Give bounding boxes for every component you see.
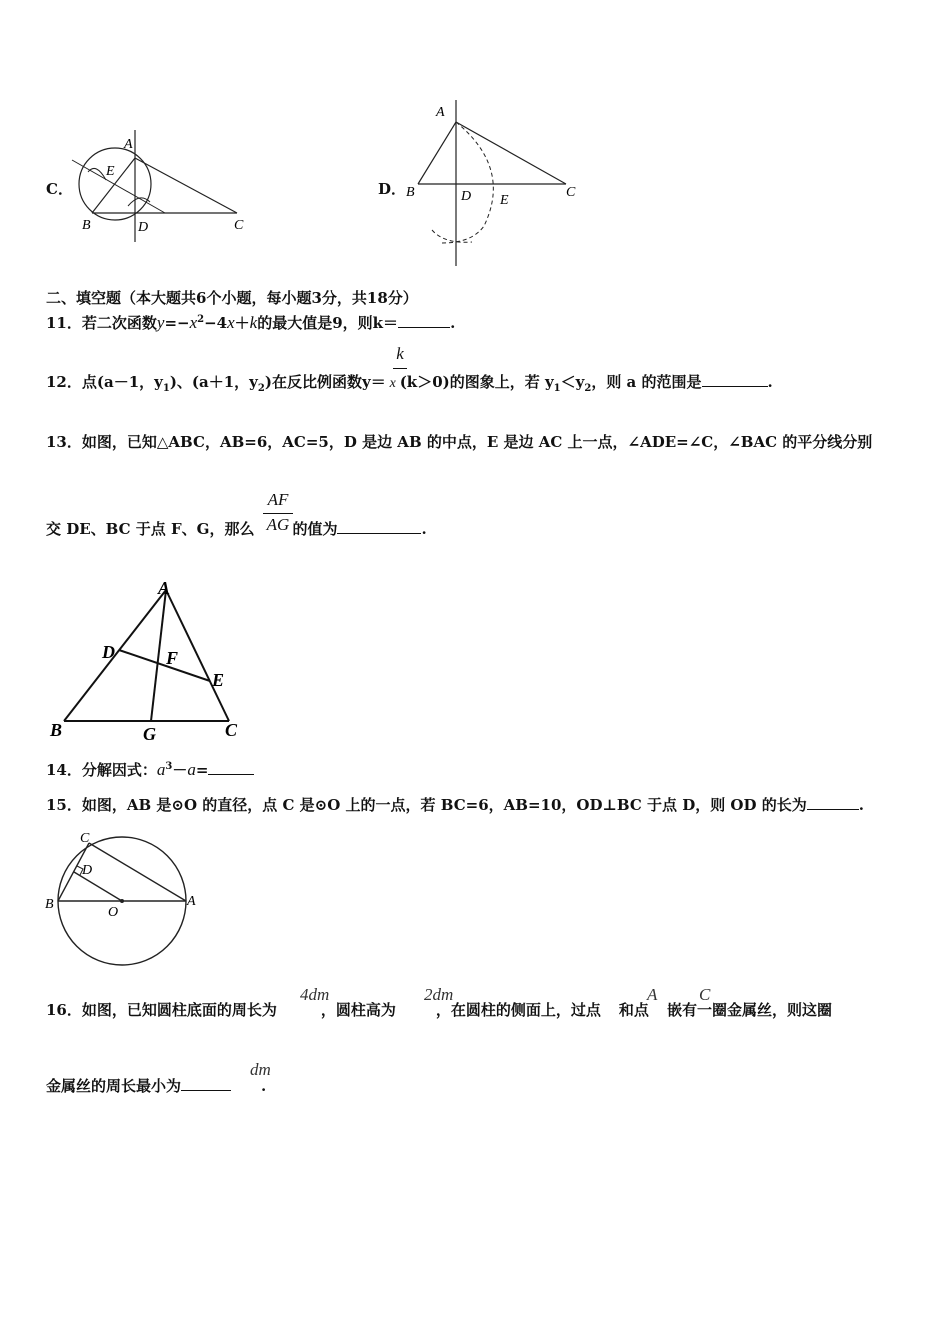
q16-math-a: A [647, 985, 658, 1004]
option-c-figure [60, 130, 260, 245]
q13-point-d: D [102, 642, 115, 662]
q16-math-4dm: 4dm [300, 985, 330, 1004]
q16-line-2: 金属丝的周长最小为 [46, 1077, 182, 1095]
q12-sub-1: 1 [162, 383, 170, 394]
q12-frac-den: x [389, 376, 396, 391]
q15-point-c: C [80, 831, 90, 846]
q16-answer-blank[interactable] [181, 1078, 231, 1091]
q16-math-2dm: 2dm [424, 985, 454, 1004]
q11-eq: =− [164, 314, 190, 332]
q16-text-4: 和点 [618, 1001, 649, 1019]
question-15 [46, 794, 864, 815]
option-d-label: D． [378, 180, 407, 198]
q14-answer-blank[interactable] [208, 762, 254, 775]
q12-text-5: ＜y [560, 373, 585, 391]
q16-text-2: ，圆柱高为 [320, 1001, 396, 1019]
q11-x2: x [227, 313, 235, 332]
q15-point-b: B [45, 897, 54, 912]
q12-sub-3: 1 [553, 383, 561, 394]
q12-text-1: 点(a－1，y [81, 373, 163, 391]
q14-a1: a [156, 760, 166, 779]
c-point-e: E [106, 164, 115, 179]
q15-point-o: O [108, 905, 119, 920]
q11-k: k [249, 313, 258, 332]
d-point-b: B [406, 185, 415, 200]
q14-a2: a [187, 760, 196, 779]
d-point-a: A [436, 105, 445, 120]
q13-frac-num: AF [267, 490, 289, 509]
q13-point-e: E [212, 670, 225, 690]
q15-number: 15． [46, 796, 82, 814]
q13-point-c: C [225, 720, 238, 740]
q14-eq: = [195, 761, 209, 779]
q12-sub-2: 2 [257, 383, 265, 394]
q12-frac-bar [393, 368, 407, 369]
q11-end: . [450, 314, 456, 332]
q13-frac-bar [263, 513, 293, 514]
q11-answer-blank[interactable] [398, 315, 450, 328]
d-point-c: C [566, 185, 576, 200]
q14-number: 14． [46, 761, 82, 779]
q12-text-3: )在反比例函数y＝ [264, 373, 386, 391]
question-16-line-1 [46, 999, 832, 1020]
question-12 [46, 371, 773, 394]
q14-sup: 3 [165, 761, 173, 772]
d-point-d: D [461, 189, 472, 204]
q12-text-2: )、(a＋1，y [169, 373, 258, 391]
option-d-figure [400, 98, 590, 270]
q16-text-5: 嵌有一圈金属丝，则这圈 [666, 1001, 832, 1019]
q15-point-a: A [187, 894, 196, 909]
question-16-line-2 [46, 1075, 266, 1096]
q16-text-3: ，在圆柱的侧面上，过点 [435, 1001, 601, 1019]
q12-text-6: ，则 a 的范围是 [591, 373, 702, 391]
q12-answer-blank[interactable] [702, 374, 768, 387]
q15-figure [44, 826, 204, 968]
q16-end: . [261, 1077, 267, 1095]
q11-plus: ＋ [234, 314, 250, 332]
q11-text-1: 若二次函数 [81, 314, 157, 332]
question-11 [46, 312, 455, 333]
c-point-b: B [82, 218, 91, 233]
question-13-line-1 [46, 431, 872, 452]
q13-point-f: F [166, 648, 179, 668]
q11-sup: 2 [197, 314, 205, 325]
q11-y: y [156, 313, 165, 332]
q11-x: x [189, 313, 198, 332]
q15-point-d: D [82, 863, 93, 878]
c-point-a: A [124, 137, 133, 152]
q16-math-c: C [699, 985, 711, 1004]
q13-number: 13． [46, 433, 82, 451]
q12-text-4: (k＞0)的图象上，若 y [399, 373, 554, 391]
q15-answer-blank[interactable] [807, 797, 859, 810]
q13-point-a: A [158, 578, 171, 598]
q14-text: 分解因式： [81, 761, 157, 779]
c-point-c: C [234, 218, 244, 233]
q14-minus: － [172, 761, 188, 779]
q13-end: . [421, 520, 427, 538]
q15-text: 如图，AB 是⊙O 的直径，点 C 是⊙O 上的一点，若 BC=6，AB=10，OD⊥BC 于点 D，则 OD 的长为 [81, 796, 807, 814]
q12-number: 12． [46, 373, 82, 391]
q11-number: 11． [46, 314, 82, 332]
q11-text-2: 的最大值是9，则k＝ [257, 314, 399, 332]
q13-line-2a: 交 DE、BC 于点 F、G，那么 [46, 520, 255, 538]
question-13-line-2 [46, 518, 427, 539]
option-c-label: C． [46, 180, 73, 198]
q12-frac-num: k [396, 344, 404, 363]
q13-frac-den: AG [266, 515, 290, 534]
question-14 [46, 759, 254, 780]
q12-sub-4: 2 [584, 383, 592, 394]
q11-rest: −4 [204, 314, 228, 332]
q13-line-2b: 的值为 [292, 520, 338, 538]
q13-answer-blank[interactable] [337, 521, 421, 534]
q16-text-1: 如图，已知圆柱底面的周长为 [81, 1001, 277, 1019]
q13-point-g: G [143, 724, 156, 744]
q12-end: . [767, 373, 773, 391]
d-point-e: E [500, 193, 509, 208]
q13-line-1: 如图，已知△ABC，AB=6，AC=5，D 是边 AB 的中点，E 是边 AC 上一点，∠ADE=∠C，∠BAC 的平分线分别 [81, 433, 873, 451]
q13-point-b: B [50, 720, 63, 740]
c-point-d: D [138, 220, 149, 235]
q16-math-dm: dm [250, 1060, 271, 1079]
q15-end: . [858, 796, 864, 814]
q13-figure [44, 578, 254, 744]
q16-number: 16． [46, 1001, 82, 1019]
section-heading: 二、填空题（本大题共6个小题，每小题3分，共18分） [46, 289, 418, 307]
